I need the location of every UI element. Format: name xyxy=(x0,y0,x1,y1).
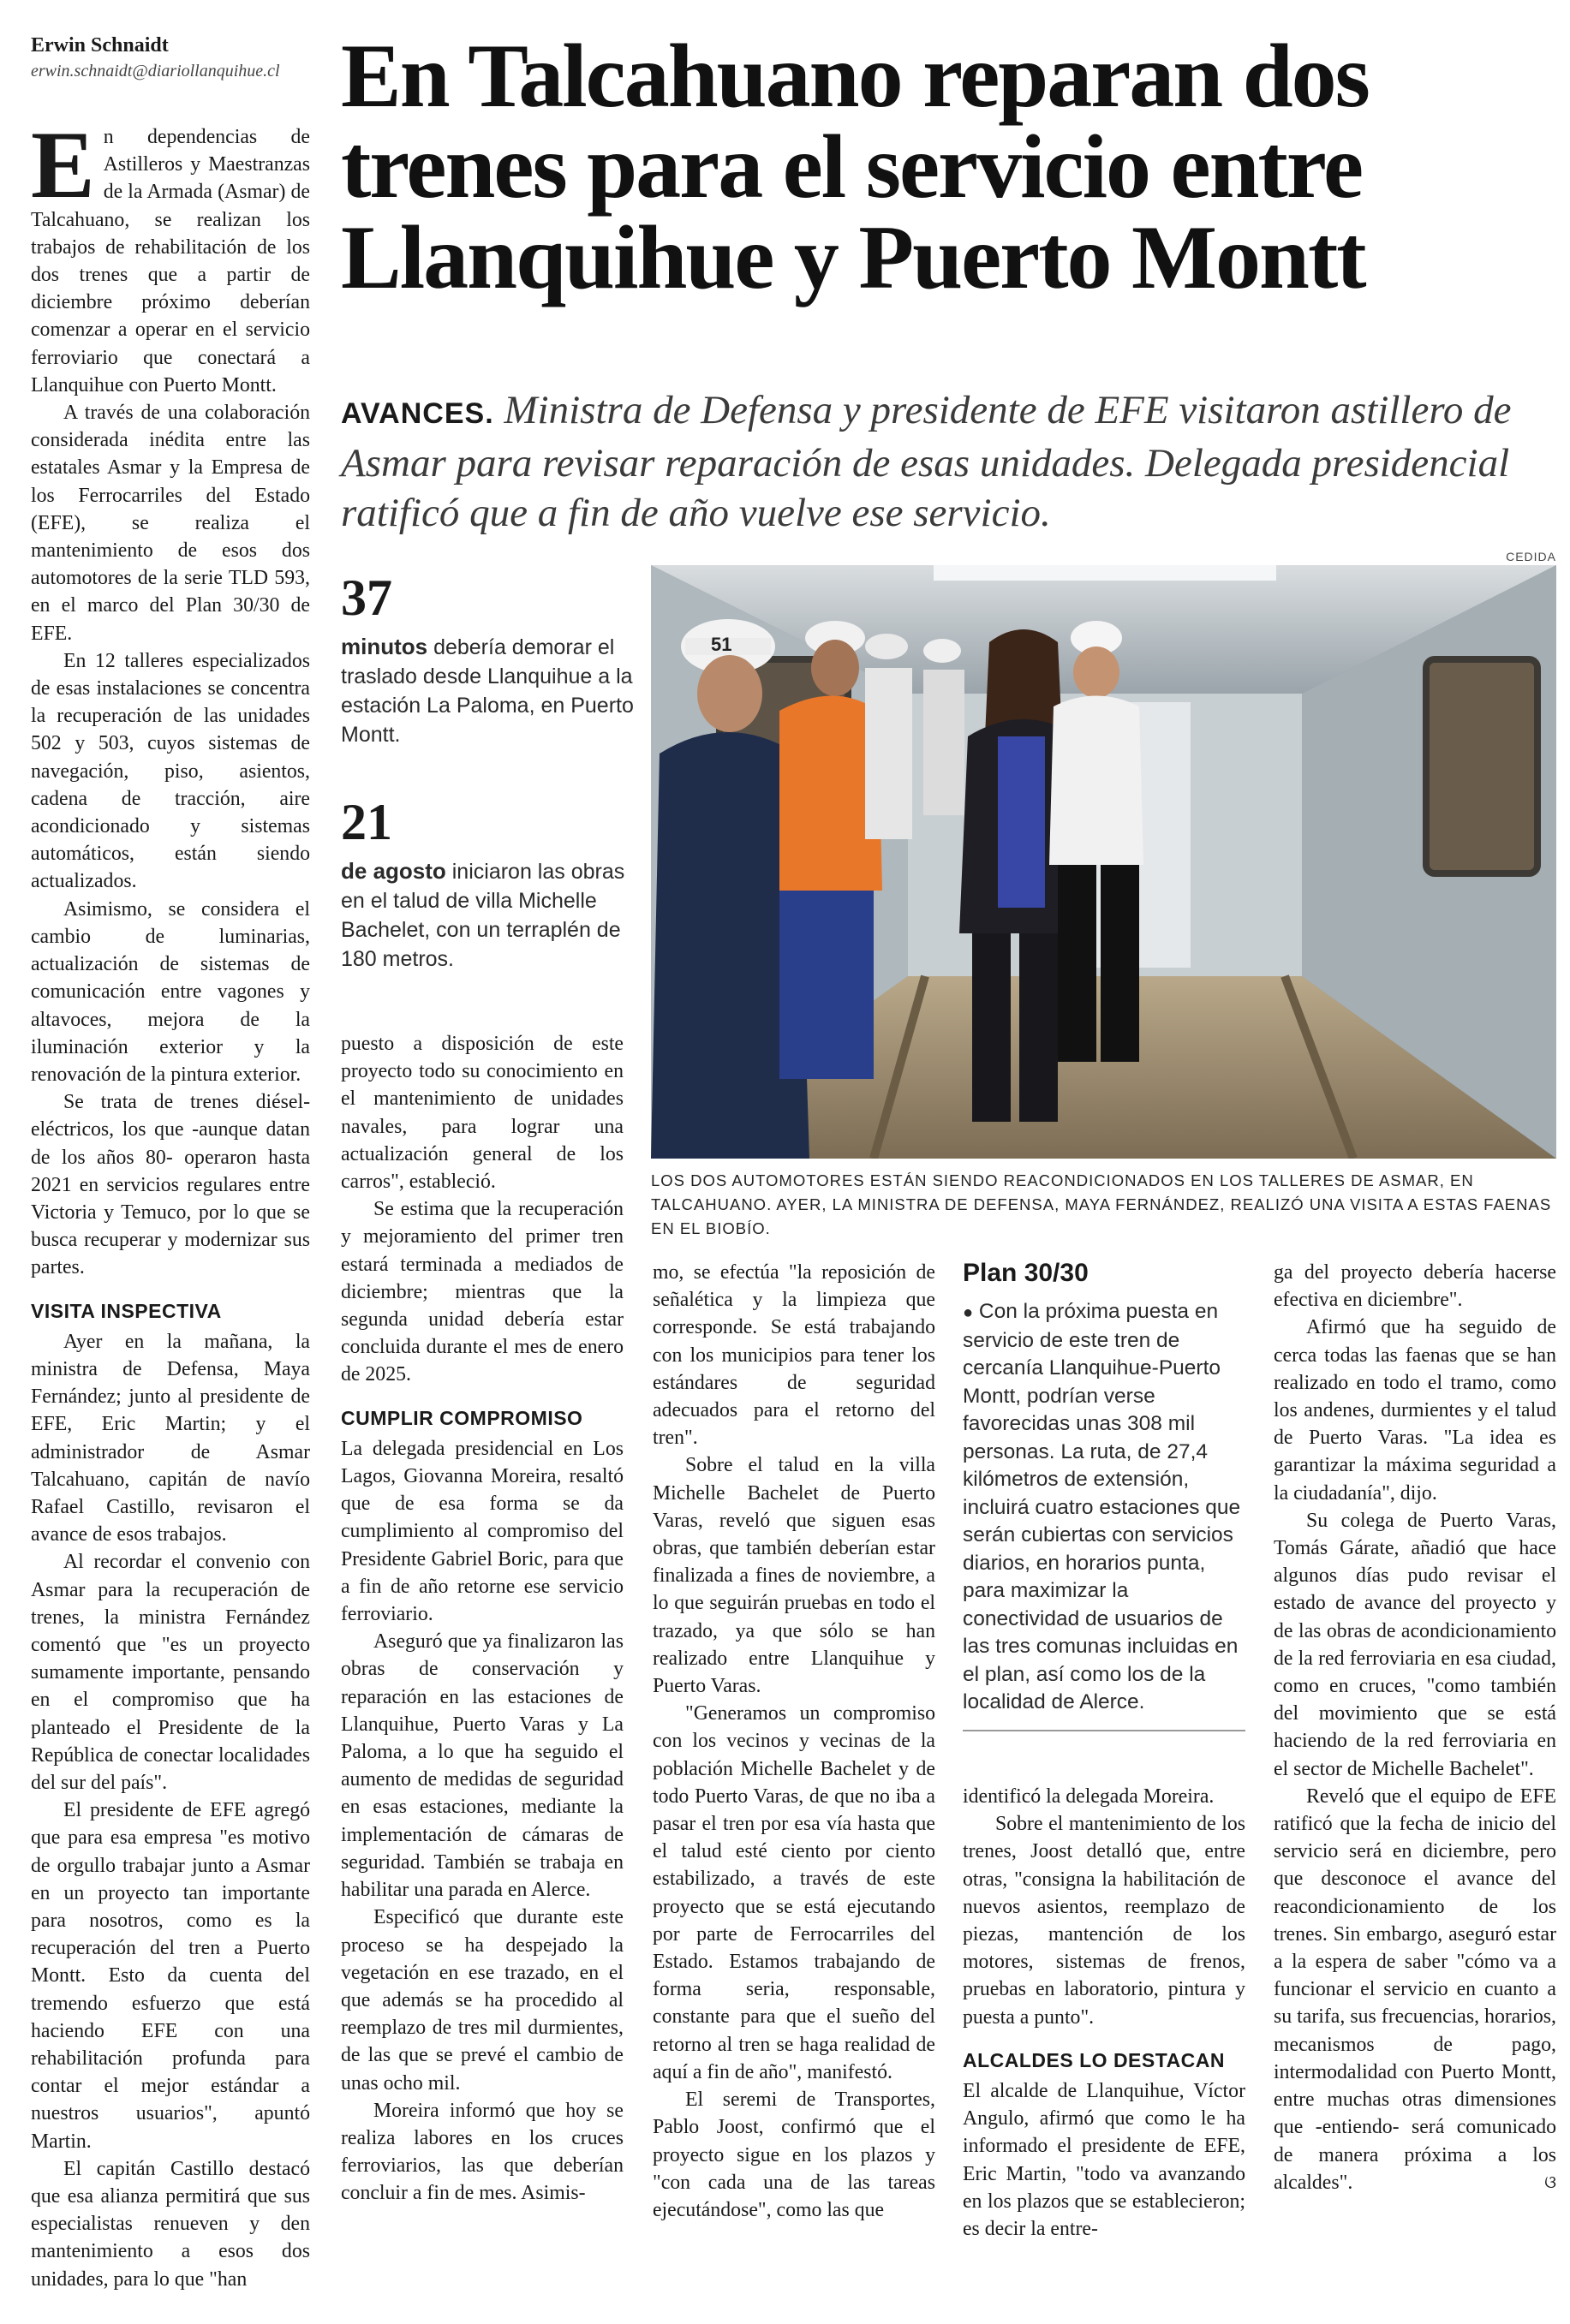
stat-number: 37 xyxy=(341,569,392,626)
stat-block-1 xyxy=(341,569,636,749)
news-photo xyxy=(651,565,1556,1159)
paragraph: La delegada presidencial en Los Lagos, Giovanna Moreira, resaltó que de esa forma se da cumplimiento al compromiso del Presidente Gabriel Boric, para que a fin de año retorne ese servicio ferroviario. xyxy=(341,1437,624,1626)
body-column-1 xyxy=(31,112,310,2293)
paragraph: Sobre el talud en la villa Michelle Bachelet de Puerto Varas, reveló que siguen esas obras, que también deberían estar finalizada a fines de noviembre, a lo que seguirán pruebas en todo el trazado, ya que sólo se han realizado entre Llanquihue y Puerto Varas. xyxy=(653,1454,935,1698)
train-interior-illustration xyxy=(651,565,1556,1159)
paragraph: Asimismo, se considera el cambio de luminarias, actualización de sistemas de comunicación entre vagones y altavoces, mejora de la iluminación exterior y la renovación de la pintura exterior. xyxy=(31,897,310,1086)
paragraph: Al recordar el convenio con Asmar para la recuperación de trenes, la ministra Fernández comentó que "es un proyecto sumamente importante, pensando en el compromiso que ha planteado el Presidente de la República de conectar localidades del sur del país". xyxy=(31,1551,310,1794)
stat-description: iniciaron las obras en el talud de villa Michelle Bachelet, con un terraplén de 180 metros. xyxy=(341,860,625,971)
subheading: VISITA INSPECTIVA xyxy=(31,1299,222,1322)
stat-label: de agosto xyxy=(341,858,446,884)
paragraph: ga del proyecto debería hacerse efectiva en diciembre". xyxy=(1274,1261,1556,1312)
bullet-icon: ● xyxy=(963,1303,974,1322)
author-name: Erwin Schnaidt xyxy=(31,34,169,57)
paragraph: Su colega de Puerto Varas, Tomás Gárate, añadió que hace algunos días pudo revisar el estado de avance del proyecto y de las obras de acondicionamiento de la red ferroviaria en esa ciudad, como en cruces, "como también del movimiento que se está haciendo de la red ferroviaria en el sector de Michelle Bachelet". xyxy=(1274,1509,1556,1780)
headline: En Talcahuano reparan dos trenes para el servicio entre Llanquihue y Puerto Montt xyxy=(341,26,1369,307)
body-column-3 xyxy=(653,1259,935,2224)
stat-number: 21 xyxy=(341,794,392,850)
stat-block-2 xyxy=(341,796,636,974)
drop-cap: E xyxy=(31,112,95,218)
body-column-4 xyxy=(963,1783,1245,2243)
paragraph: El capitán Castillo destacó que esa alianza permitirá que sus especialistas renueven y den mantenimiento a esos dos unidades, para lo que "han xyxy=(31,2157,310,2291)
body-column-2 xyxy=(341,1030,624,2208)
photo-caption: LOS DOS AUTOMOTORES ESTÁN SIENDO REACONDICIONADOS EN LOS TALLERES DE ASMAR, EN TALCAHUANO. AYER, LA MINISTRA DE DEFENSA, MAYA FERNÁNDEZ, REALIZÓ UNA VISITA A ESTAS FAENAS EN EL BIOBÍO. xyxy=(651,1171,1552,1237)
photo-credit: CEDIDA xyxy=(1506,550,1556,563)
paragraph: El alcalde de Llanquihue, Víctor Angulo, afirmó que como le ha informado el presidente de EFE, Eric Martin, "todo va avanzando en los plazos que se establecieron; es decir la entre- xyxy=(963,2080,1245,2241)
stat-label: minutos xyxy=(341,634,428,659)
paragraph: mo, se efectúa "la reposición de señalética y la limpieza que corresponde. Se está trabajando con los municipios para tener los estándares de seguridad adecuados para el retorno del tren". xyxy=(653,1261,935,1450)
paragraph: Moreira informó que hoy se realiza labores en los cruces ferroviarios, las que deberían concluir a fin de mes. Asimis- xyxy=(341,2099,624,2205)
paragraph: Reveló que el equipo de EFE ratificó que la fecha de inicio del servicio será en diciembre, pero que desconoce el avance del reacondicionamiento de los trenes. Sin embargo, aseguró estar a la espera de saber "cómo va a funcionar el servicio en cuanto a su tarifa, sus frecuencias, horarios, mecanismos de pago, intermodalidad con Puerto Montt, entre muchas otras dimensiones que -entiendo- será comunicado de manera próxima a los alcaldes". ଓ xyxy=(1274,1783,1556,2196)
subheading: CUMPLIR COMPROMISO xyxy=(341,1406,583,1429)
paragraph: puesto a disposición de este proyecto todo su conocimiento en el mantenimiento de unidades navales, para lograr una actualización general de los carros", estableció. xyxy=(341,1033,624,1194)
paragraph: El presidente de EFE agregó que para esa empresa "es motivo de orgullo trabajar junto a Asmar en un proyecto tan importante para nosotros, como es la recuperación del tren a Puerto Montt. Esto da cuenta del tremendo esfuerzo que está haciendo EFE con una rehabilitación profunda para contar el mejor estándar a nuestros usuarios", apuntó Martin. xyxy=(31,1799,310,2153)
paragraph: A través de una colaboración considerada inédita entre las estatales Asmar y la Empresa de los Ferrocarriles del Estado (EFE), se realiza el mantenimiento de esos dos automotores de la serie TLD 593, en el marco del Plan 30/30 de EFE. xyxy=(31,402,310,645)
author-email: erwin.schnaidt@diariollanquihue.cl xyxy=(31,62,280,80)
stat-description: debería demorar el traslado desde Llanquihue a la estación La Paloma, en Puerto Montt. xyxy=(341,635,634,747)
paragraph: Sobre el mantenimiento de los trenes, Joost detalló que, entre otras, "consigna la habilitación de nuevos asientos, reemplazo de piezas, mantención de los motores, sistemas de frenos, pruebas en laboratorio, pintura y puesta a punto". xyxy=(963,1813,1245,2029)
lead-text: Ministra de Defensa y presidente de EFE visitaron astillero de Asmar para revisar reparación de esas unidades. Delegada presidencial ratificó que a fin de año vuelve ese servicio. xyxy=(341,388,1512,535)
sidebar-text: ● Con la próxima puesta en servicio de este tren de cercanía Llanquihue-Puerto Montt, podrían verse favorecidas unas 308 mil personas. La ruta, de 27,4 kilómetros de extensión, incluirá cuatro estaciones que serán cubiertas con servicios diarios, en horarios punta, para maximizar la conectividad de usuarios de las tres comunas incluidas en el plan, así como los de la localidad de Alerce. xyxy=(963,1300,1241,1713)
paragraph: identificó la delegada Moreira. xyxy=(963,1785,1215,1808)
paragraph: El seremi de Transportes, Pablo Joost, confirmó que el proyecto sigue en los plazos y "con cada una de las tareas ejecutándose", como las que xyxy=(653,2089,935,2221)
paragraph: Afirmó que ha seguido de cerca todas las faenas que se han realizado en todo el tramo, como los andenes, durmientes y el talud de Puerto Varas. "La idea es garantizar la máxima seguridad a la ciudadanía", dijo. xyxy=(1274,1316,1556,1505)
sidebar-divider xyxy=(963,1730,1245,1731)
body-column-5 xyxy=(1274,1259,1556,2196)
lead xyxy=(341,385,1557,538)
paragraph: En dependencias de Astilleros y Maestranzas de la Armada (Asmar) de Talcahuano, se realizan los trabajos de rehabilitación de los dos trenes que a partir de diciembre próximo deberían comenzar a operar en el servicio ferroviario que conectará a Llanquihue con Puerto Montt. xyxy=(31,112,310,396)
end-mark-icon: ଓ xyxy=(1544,2172,1556,2192)
paragraph: "Generamos un compromiso con los vecinos y vecinas de la población Michelle Bachelet y de todo Puerto Varas, de que no iba a pasar el tren por esa vía hasta que el talud esté ciento por ciento estabilizado, a través de este proyecto que se está ejecutando por parte de Ferrocarriles del Estado. Estamos trabajando de forma seria, responsable, constante para que el sueño del retorno al tren se haga realidad de aquí a fin de año", manifestó. xyxy=(653,1702,935,2083)
sidebar-title: Plan 30/30 xyxy=(963,1259,1089,1287)
plan-sidebar xyxy=(963,1259,1245,1717)
helmet-number: 51 xyxy=(711,634,732,655)
paragraph: Se estima que la recuperación y mejoramiento del primer tren estará terminada a mediados de diciembre; mientras que la segunda unidad debería estar concluida durante el mes de enero de 2025. xyxy=(341,1198,624,1386)
paragraph: Especificó que durante este proceso se ha despejado la vegetación en ese trazado, en el que además se ha procedido al reemplazo de tres mil durmientes, de las que se prevé el cambio de unas ocho mil. xyxy=(341,1906,624,2095)
paragraph: Aseguró que ya finalizaron las obras de conservación y reparación en las estaciones de Llanquihue, Puerto Varas y La Paloma, a lo que ha seguido el aumento de medidas de seguridad en esas estaciones, mediante la implementación de cámaras de seguridad. También se trabaja en habilitar una parada en Alerce. xyxy=(341,1630,624,1902)
subheading: ALCALDES LO DESTACAN xyxy=(963,2048,1226,2071)
paragraph: Se trata de trenes diésel-eléctricos, los que -aunque datan de los años 80- operaron hasta 2021 en servicios regulares entre Victoria y Temuco, por lo que se busca recuperar y modernizar sus partes. xyxy=(31,1091,310,1279)
paragraph: Ayer en la mañana, la ministra de Defensa, Maya Fernández; junto al presidente de EFE, Eric Martin; y el administrador de Asmar Talcahuano, capitán de navío Rafael Castillo, revisaron el avance de esos trabajos. xyxy=(31,1330,310,1546)
paragraph: En 12 talleres especializados de esas instalaciones se concentra la recuperación de las unidades 502 y 503, cuyos sistemas de navegación, piso, asientos, cadena de tracción, aire acondicionado y sistemas automáticos, están siendo actualizados. xyxy=(31,649,310,893)
lead-kicker: AVANCES. xyxy=(341,397,494,430)
byline xyxy=(31,33,322,84)
